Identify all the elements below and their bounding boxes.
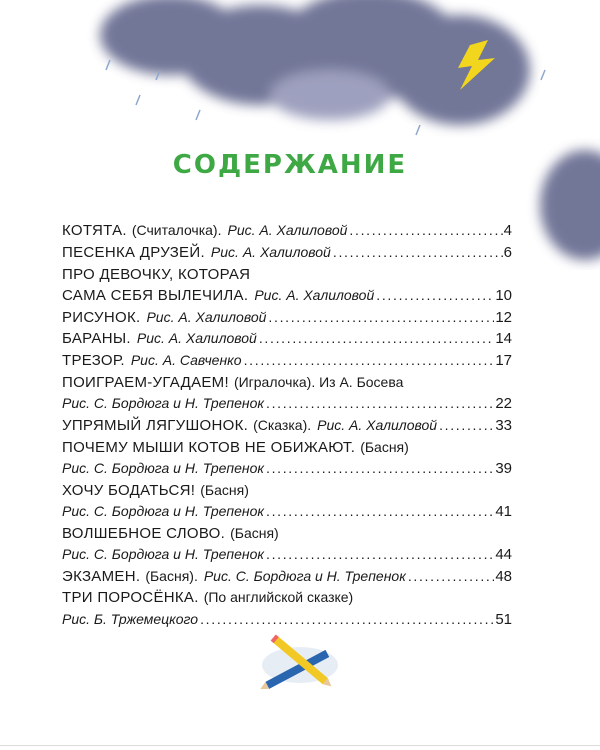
entry-title: КОТЯТА. (62, 222, 127, 239)
entry-title: РИСУНОК. (62, 308, 141, 326)
entry-note: (Игралочка). Из А. Босева (233, 373, 404, 390)
pencils-illustration (255, 630, 345, 695)
entry-title: ПРО ДЕВОЧКУ, КОТОРАЯ (62, 265, 251, 283)
dot-leader (244, 352, 495, 368)
entry-note: (Считалочка). (131, 222, 222, 238)
entry-title: ПОЧЕМУ МЫШИ КОТОВ НЕ ОБИЖАЮТ. (62, 438, 356, 456)
entry-credit: Рис. С. Бордюга и Н. Трепенок (62, 545, 264, 562)
toc-entry[interactable] (62, 589, 512, 631)
entry-credit: Рис. Б. Тржемецкого (62, 610, 199, 627)
toc-line (62, 482, 512, 503)
entry-page-number: 51 (495, 610, 512, 628)
entry-page-number: 10 (495, 286, 512, 304)
toc-line (62, 222, 512, 243)
toc-entry[interactable] (62, 525, 512, 567)
entry-page-number: 17 (495, 352, 512, 370)
entry-note: (По английской сказке) (203, 589, 354, 606)
dot-leader (439, 417, 494, 433)
toc-line (62, 395, 512, 416)
toc-entry[interactable] (62, 568, 512, 589)
toc-line (62, 546, 512, 567)
entry-credit: Рис. А. Савченко (130, 352, 242, 369)
toc-line (62, 460, 512, 481)
toc-entry[interactable] (62, 482, 512, 524)
entry-title: ПОИГРАЕМ-УГАДАЕМ! (62, 373, 229, 391)
toc-line (62, 374, 512, 395)
entry-credit: Рис. А. Халиловой (317, 416, 438, 433)
entry-title: ТРИ ПОРОСЁНКА. (62, 589, 199, 607)
entry-page-number: 14 (495, 330, 512, 348)
entry-note: (Басня) (360, 438, 409, 455)
dot-leader (266, 546, 494, 562)
toc-line (62, 287, 512, 308)
toc-entry[interactable] (62, 244, 512, 265)
dot-leader (349, 222, 502, 238)
entry-credit: Рис. А. Халиловой (136, 330, 257, 347)
dot-leader (266, 503, 494, 519)
dot-leader (333, 244, 503, 260)
entry-credit: Рис. С. Бордюга и Н. Трепенок (62, 502, 264, 519)
entry-note: (Басня) (200, 481, 249, 498)
entry-credit: Рис. А. Халиловой (146, 308, 267, 325)
toc-line (62, 611, 512, 632)
toc-entry[interactable] (62, 222, 512, 243)
toc-line (62, 309, 512, 330)
entry-page-number: 41 (495, 502, 512, 520)
entry-page-number: 44 (495, 545, 512, 563)
dot-leader (266, 395, 494, 411)
toc-line (62, 439, 512, 460)
entry-note: (Басня) (230, 524, 279, 541)
entry-credit: Рис. С. Бордюга и Н. Трепенок (62, 395, 264, 412)
toc-line (62, 352, 512, 373)
toc-line (62, 266, 512, 287)
entry-note: (Басня). (145, 567, 198, 584)
dot-leader (266, 460, 494, 476)
toc-line (62, 568, 512, 589)
page-title: СОДЕРЖАНИЕ (172, 150, 408, 180)
entry-title: БАРАНЫ. (62, 330, 131, 348)
toc-entry[interactable] (62, 439, 512, 481)
entry-page-number: 12 (495, 308, 512, 326)
toc-line (62, 330, 512, 351)
entry-title: ВОЛШЕБНОЕ СЛОВО. (62, 524, 226, 542)
entry-title: ПЕСЕНКА ДРУЗЕЙ. (62, 243, 205, 261)
page-bottom-divider (0, 745, 600, 746)
entry-page-number: 39 (495, 459, 512, 477)
entry-title: ЭКЗАМЕН. (62, 567, 141, 585)
entry-credit: Рис. А. Халиловой (210, 243, 331, 260)
toc-line (62, 525, 512, 546)
entry-page-number: 6 (503, 243, 512, 261)
entry-title: САМА СЕБЯ ВЫЛЕЧИЛА. (62, 286, 249, 304)
table-of-contents (62, 222, 512, 632)
entry-title: ТРЕЗОР. (62, 352, 125, 370)
dot-leader (408, 568, 495, 584)
dot-leader (200, 611, 494, 627)
toc-line (62, 244, 512, 265)
entry-page-number: 33 (495, 416, 512, 434)
dot-leader (259, 330, 494, 346)
entry-page-number: 22 (495, 395, 512, 413)
toc-entry[interactable] (62, 417, 512, 438)
toc-line (62, 417, 512, 438)
toc-entry[interactable] (62, 309, 512, 330)
toc-entry[interactable] (62, 374, 512, 416)
toc-entry[interactable] (62, 266, 512, 308)
entry-page-number: 48 (495, 567, 512, 585)
entry-credit: Рис. С. Бордюга и Н. Трепенок (203, 567, 406, 584)
entry-title: УПРЯМЫЙ ЛЯГУШОНОК. (62, 416, 249, 434)
entry-note: (Сказка). (253, 416, 312, 433)
toc-entry[interactable] (62, 330, 512, 351)
toc-line (62, 589, 512, 610)
toc-line (62, 503, 512, 524)
entry-credit: Рис. А. Халиловой (254, 286, 375, 303)
entry-page-number: 4 (503, 222, 512, 239)
entry-credit: Рис. С. Бордюга и Н. Трепенок (62, 459, 264, 476)
toc-entry[interactable] (62, 352, 512, 373)
dot-leader (268, 309, 494, 325)
entry-credit: Рис. А. Халиловой (227, 222, 348, 238)
entry-title: ХОЧУ БОДАТЬСЯ! (62, 481, 196, 499)
dot-leader (376, 287, 494, 303)
